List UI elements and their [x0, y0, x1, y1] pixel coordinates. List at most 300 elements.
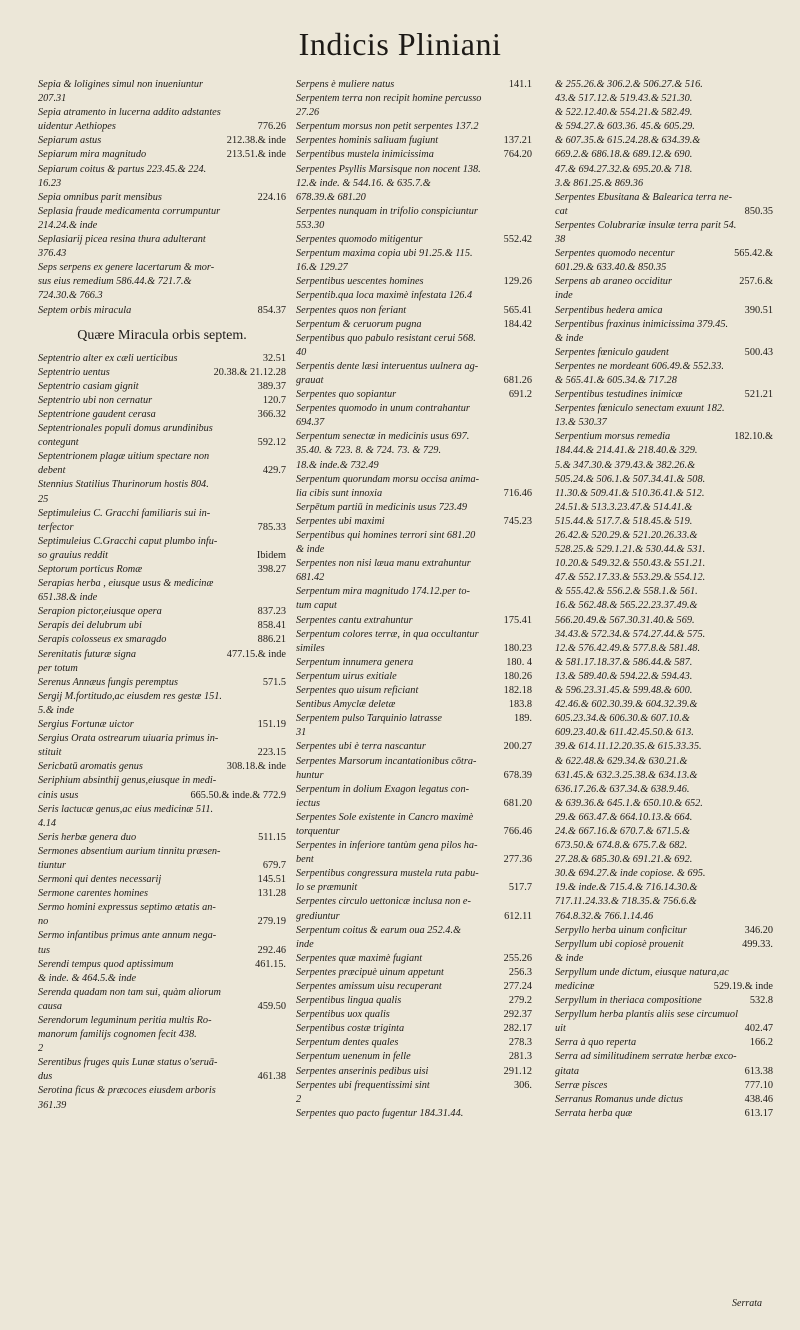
index-entry	[38, 219, 286, 233]
entry-reference: 477.15.& inde	[226, 648, 286, 660]
entry-text: 673.50.& 674.8.& 675.7.& 682.	[555, 840, 688, 852]
section-heading: Quære Miracula orbis septem.	[77, 327, 247, 343]
entry-text: Septentrio casiam gignit	[38, 380, 139, 392]
entry-text: 214.24.& inde	[38, 219, 98, 231]
entry-text: Sepiarum coitus & partus 223.45.& 224.	[38, 163, 207, 175]
entry-text: Serpentes quo pacto fugentur 184.31.44.	[296, 1107, 464, 1119]
entry-reference: 182.10.&	[734, 431, 773, 443]
entry-text: 38	[555, 234, 566, 246]
entry-text: tiuntur	[38, 859, 67, 871]
entry-text: Serentibus fruges quis Lunæ status o'seruā-	[38, 1057, 218, 1069]
entry-text: Serpentum dentes quales	[296, 1037, 399, 1049]
entry-text: sus eius remedium 586.44.& 721.7.&	[38, 276, 192, 288]
entry-text: torquentur	[296, 825, 340, 837]
index-entry	[38, 817, 286, 831]
index-entry	[38, 352, 286, 366]
entry-text: Serpentes Marsorum incantationibus cōtra-	[296, 755, 477, 767]
entry-text: 764.8.32.& 766.1.14.46	[555, 910, 654, 922]
index-entry	[296, 444, 532, 458]
index-entry	[296, 473, 532, 487]
index-entry	[296, 698, 532, 712]
entry-reference: 777.10	[744, 1079, 773, 1091]
index-entry	[38, 845, 286, 859]
entry-text: Sermo infantibus primus ante annum nega-	[38, 930, 217, 942]
entry-text: 30.& 694.27.& inde copiose. & 695.	[555, 868, 706, 880]
index-entry	[296, 938, 532, 952]
entry-reference: 120.7	[262, 394, 286, 406]
entry-reference: 308.18.& inde	[226, 761, 286, 773]
entry-text: Serpentib.qua loca maximè infestata 126.4	[296, 290, 473, 302]
entry-reference: 306.	[513, 1079, 532, 1091]
entry-reference: 766.46	[503, 825, 532, 837]
index-entry	[296, 1107, 532, 1121]
entry-text: Septentrio ubi non cernatur	[38, 394, 153, 406]
entry-text: Serra ad similitudinem serratæ herbæ exco-	[555, 1051, 737, 1063]
index-entry	[296, 430, 532, 444]
entry-reference: 438.46	[744, 1093, 773, 1105]
entry-text: Serpentes anserinis pedibus uisi	[296, 1065, 429, 1077]
entry-reference: 716.46	[503, 487, 532, 499]
index-entry	[38, 205, 286, 219]
index-entry	[38, 450, 286, 464]
entry-text: gitata	[555, 1065, 580, 1077]
entry-text: 16.& 129.27	[296, 262, 348, 274]
index-entry	[555, 459, 773, 473]
index-entry	[38, 436, 286, 450]
index-entry	[555, 811, 773, 825]
entry-text: Serpentibus testudines inimicæ	[555, 389, 683, 401]
index-entry	[38, 120, 286, 134]
entry-reference: 277.24	[503, 981, 532, 992]
entry-reference: 180. 4	[506, 656, 532, 668]
index-entry	[296, 247, 532, 261]
entry-text: 553.30	[296, 219, 325, 231]
entry-text: Septorum porticus Romæ	[38, 564, 143, 575]
entry-text: 47.& 694.27.32.& 695.20.& 718.	[555, 163, 693, 175]
index-entry	[555, 402, 773, 416]
index-entry	[38, 958, 286, 972]
entry-text: 601.29.& 633.40.& 850.35	[555, 262, 667, 274]
index-entry	[296, 92, 532, 106]
index-entry	[296, 670, 532, 684]
entry-reference: 256.3	[508, 966, 532, 978]
index-entry	[38, 380, 286, 394]
entry-text: manorum familijs cognomen fecit 438.	[38, 1029, 197, 1041]
index-entry	[555, 233, 773, 247]
index-entry	[296, 416, 532, 430]
entry-text: Serpentes hominis saliuam fugiunt	[296, 135, 439, 147]
entry-text: Serpens è muliere natus	[296, 79, 395, 90]
index-entry	[555, 924, 773, 938]
entry-text: Serpentibus hedera amica	[555, 304, 663, 316]
entry-reference: 565.41	[503, 304, 532, 316]
entry-reference: 398.27	[257, 564, 286, 575]
index-entry	[38, 633, 286, 647]
entry-reference: 200.27	[503, 741, 532, 753]
index-entry	[555, 275, 773, 289]
index-entry	[296, 614, 532, 628]
entry-text: Sergius Fortunæ uictor	[38, 719, 134, 731]
entry-reference: 292.37	[503, 1009, 532, 1021]
index-entry	[296, 1050, 532, 1064]
entry-reference: 691.2	[508, 389, 532, 401]
entry-text: Serpentibus uescentes homines	[296, 276, 424, 288]
entry-reference: 213.51.& inde	[226, 149, 286, 161]
entry-text: Serpentum & ceruorum pugna	[296, 318, 422, 330]
index-entry	[38, 366, 286, 380]
entry-text: Serpentum in dolium Exagon legatus con-	[296, 783, 470, 795]
entry-reference: 32.51	[262, 352, 286, 364]
index-entry	[555, 698, 773, 712]
entry-text: 24.& 667.16.& 670.7.& 671.5.&	[555, 825, 691, 837]
index-entry	[555, 966, 773, 980]
entry-reference: 180.26	[503, 670, 532, 682]
entry-reference: 499.33.	[742, 938, 773, 950]
index-entry	[296, 557, 532, 571]
index-entry	[555, 444, 773, 458]
entry-reference: 854.37	[257, 304, 286, 316]
index-entry	[555, 1093, 773, 1107]
index-entry	[38, 1070, 286, 1084]
index-entry	[296, 515, 532, 529]
entry-reference: 461.15.	[255, 958, 286, 970]
entry-text: Seplasia fraude medicamenta corrumpuntur	[38, 205, 221, 217]
index-entry	[38, 577, 286, 591]
entry-text: 24.51.& 513.3.23.47.& 514.41.&	[555, 501, 693, 513]
entry-text: tum caput	[296, 600, 337, 612]
index-entry	[296, 374, 532, 388]
entry-reference: 565.42.&	[734, 248, 773, 260]
entry-text: 2	[38, 1043, 44, 1055]
index-entry	[555, 487, 773, 501]
entry-text: Serpentibus fraxinus inimicissima 379.45.	[555, 318, 729, 330]
entry-reference: 850.35	[744, 205, 773, 217]
index-entry	[555, 726, 773, 740]
entry-text: 12.& inde. & 544.16. & 635.7.&	[296, 177, 431, 189]
entry-text: Serpentem terra non recipit homine percusso	[296, 93, 482, 105]
index-entry	[555, 191, 773, 205]
index-entry	[555, 304, 773, 318]
entry-text: & 622.48.& 629.34.& 630.21.&	[555, 755, 688, 767]
entry-text: Serpentum maxima copia ubi 91.25.& 115.	[296, 248, 473, 260]
entry-text: & 565.41.& 605.34.& 717.28	[555, 374, 677, 386]
entry-reference: 390.51	[744, 304, 773, 316]
index-entry	[296, 289, 532, 303]
entry-reference: 223.15	[257, 747, 286, 759]
entry-reference: 681.20	[503, 797, 532, 809]
index-column-3	[555, 78, 773, 1121]
entry-text: 678.39.& 681.20	[296, 191, 366, 203]
entry-reference: 292.46	[257, 944, 286, 956]
entry-text: Serendi tempus quod aptissimum	[38, 958, 174, 970]
entry-text: terfector	[38, 521, 74, 533]
index-entry	[38, 831, 286, 845]
entry-text: 42.46.& 602.30.39.& 604.32.39.&	[555, 699, 698, 711]
entry-text: Serpentes quomodo necentur	[555, 248, 675, 260]
index-entry	[555, 163, 773, 177]
index-entry	[38, 563, 286, 577]
index-entry	[296, 599, 532, 613]
index-entry	[38, 887, 286, 901]
entry-text: & 607.35.& 615.24.28.& 634.39.&	[555, 135, 701, 147]
entry-text: Serpentes fœniculo senectam exuunt 182.	[555, 403, 725, 415]
entry-text: cat	[555, 205, 568, 217]
index-entry	[296, 853, 532, 867]
index-entry	[296, 177, 532, 191]
page-title: Indicis Pliniani	[298, 26, 502, 62]
entry-text: Serranus Romanus unde dictus	[555, 1093, 683, 1105]
entry-text: Septentrio uentus	[38, 366, 110, 378]
index-entry	[555, 585, 773, 599]
index-entry	[38, 718, 286, 732]
entry-text: medicinæ	[555, 981, 595, 992]
index-entry	[38, 591, 286, 605]
index-entry	[555, 853, 773, 867]
entry-text: iectus	[296, 797, 321, 809]
entry-text: Sermo homini expressus septimo ætatis an-	[38, 902, 216, 914]
entry-text: 717.11.24.33.& 718.35.& 756.6.&	[555, 896, 697, 908]
entry-text: Serapias herba , eiusque usus & medicinæ	[38, 578, 214, 590]
index-column-1	[38, 78, 286, 1113]
entry-text: Sergij M.fortitudo,ac eiusdem res gestæ 151.	[38, 690, 222, 702]
entry-text: Serpentes quo sopiantur	[296, 389, 397, 401]
entry-text: Sermoni qui dentes necessarij	[38, 874, 162, 886]
index-entry	[296, 994, 532, 1008]
index-entry	[296, 1093, 532, 1107]
entry-text: & inde	[296, 544, 325, 556]
index-entry	[38, 78, 286, 92]
entry-text: 26.42.& 520.29.& 521.20.26.33.&	[555, 530, 698, 541]
entry-text: Serendorum leguminum peritia multis Ro-	[38, 1015, 212, 1026]
entry-text: debent	[38, 465, 66, 477]
index-entry	[555, 261, 773, 275]
entry-reference: 277.36	[503, 854, 532, 866]
index-entry	[555, 895, 773, 909]
entry-text: 609.23.40.& 611.42.45.50.& 613.	[555, 727, 694, 739]
entry-text: Septentrione gaudent cerasa	[38, 408, 156, 420]
index-entry	[555, 543, 773, 557]
index-column-2	[296, 78, 532, 1121]
entry-text: 39.& 614.11.12.20.35.& 615.33.35.	[555, 741, 702, 753]
entry-reference: 552.42	[503, 234, 532, 246]
entry-reference: 366.32	[257, 408, 286, 420]
entry-text: 27.28.& 685.30.& 691.21.& 692.	[555, 854, 693, 866]
index-entry	[38, 774, 286, 788]
entry-reference: 613.17	[744, 1107, 773, 1119]
index-entry	[555, 910, 773, 924]
index-entry	[296, 543, 532, 557]
entry-text: Sepiarum mira magnitudo	[38, 149, 147, 161]
entry-text: Septimuleius C. Gracchi familiaris sui in-	[38, 507, 211, 519]
index-entry	[555, 92, 773, 106]
entry-text: Sermones absentium aurium tinnitu præsen-	[38, 845, 221, 857]
entry-text: Sentibus Amyclæ deletæ	[296, 699, 396, 711]
index-entry	[555, 628, 773, 642]
entry-text: grauat	[296, 374, 324, 386]
entry-reference: 189.	[513, 713, 532, 725]
index-entry	[555, 614, 773, 628]
index-entry	[555, 881, 773, 895]
index-entry	[38, 507, 286, 521]
index-entry	[555, 177, 773, 191]
index-entry	[296, 134, 532, 148]
entry-text: Serpyllum in theriaca compositione	[555, 995, 702, 1007]
index-entry	[38, 1042, 286, 1056]
entry-text: 651.38.& inde	[38, 592, 98, 604]
index-entry	[555, 473, 773, 487]
entry-text: & 639.36.& 645.1.& 650.10.& 652.	[555, 797, 703, 809]
entry-text: similes	[296, 642, 325, 654]
index-entry	[296, 966, 532, 980]
index-entry	[296, 388, 532, 402]
index-entry	[38, 901, 286, 915]
entry-text: 35.40. & 723. 8. & 724. 73. & 729.	[296, 445, 442, 457]
entry-text: so grauius reddit	[38, 549, 108, 561]
entry-reference: 517.7	[508, 882, 532, 894]
entry-text: Septimuleius C.Gracchi caput plumbo infu-	[38, 535, 218, 547]
index-entry	[38, 92, 286, 106]
entry-text: Serpentes Colubrariæ insulæ terra parit 54.	[555, 219, 737, 231]
index-entry	[38, 304, 286, 318]
index-entry	[38, 394, 286, 408]
entry-reference: 278.3	[508, 1037, 532, 1049]
entry-reference: 571.5	[262, 676, 286, 688]
entry-text: Serpentes Psyllis Marsisque non nocent 138.	[296, 163, 481, 175]
entry-text: 29.& 663.47.& 664.10.13.& 664.	[555, 811, 693, 823]
entry-reference: 592.12	[257, 437, 286, 449]
index-entry	[296, 106, 532, 120]
entry-text: & inde	[555, 332, 584, 344]
index-entry	[555, 599, 773, 613]
index-entry	[555, 1079, 773, 1093]
entry-reference: 837.23	[257, 606, 286, 618]
index-entry	[555, 205, 773, 219]
index-entry	[296, 656, 532, 670]
entry-reference: 257.6.&	[739, 276, 773, 288]
index-entry	[296, 1022, 532, 1036]
entry-text: 505.24.& 506.1.& 507.34.41.& 508.	[555, 473, 706, 485]
entry-text: Serpentis dente læsi interuentus uulnera ag-	[296, 360, 479, 372]
entry-text: Serpyllum unde dictum, eiusque natura,ac	[555, 966, 729, 978]
entry-text: Serpentem pulso Tarquinio latrasse	[296, 713, 442, 725]
entry-text: inde	[296, 938, 314, 950]
index-entry	[38, 803, 286, 817]
index-entry	[296, 980, 532, 994]
entry-text: Serenitatis futuræ signa	[38, 648, 137, 660]
index-entry	[296, 529, 532, 543]
index-entry	[555, 219, 773, 233]
entry-text: Serpentum uirus exitiale	[296, 670, 397, 682]
entry-reference: 281.3	[508, 1051, 532, 1063]
entry-reference: 681.26	[503, 374, 532, 386]
index-entry	[38, 760, 286, 774]
entry-text: lo se præmunit	[296, 882, 358, 894]
entry-text: & inde	[555, 952, 584, 964]
entry-text: Serpentes circulo uettonicæ inclusa non e-	[296, 896, 471, 908]
index-entry	[296, 205, 532, 219]
index-entry	[296, 346, 532, 360]
entry-text: & 581.17.18.37.& 586.44.& 587.	[555, 656, 693, 668]
entry-text: Serpentibus costæ triginta	[296, 1023, 405, 1035]
entry-text: no	[38, 916, 49, 928]
index-entry	[38, 408, 286, 422]
entry-reference: 612.11	[504, 910, 532, 922]
index-entry	[555, 783, 773, 797]
index-entry	[555, 712, 773, 726]
index-entry	[296, 1065, 532, 1079]
entry-text: Serpyllum herba plantis aliis sese circumuol	[555, 1009, 738, 1021]
index-entry	[555, 1107, 773, 1121]
index-entry	[38, 422, 286, 436]
entry-text: Serpentes quo uisum reficiant	[296, 685, 419, 697]
entry-reference: 389.37	[257, 380, 286, 392]
entry-text: Serotina ficus & præcoces eiusdem arboris	[38, 1085, 216, 1097]
index-entry	[38, 972, 286, 986]
index-entry	[555, 346, 773, 360]
index-entry	[38, 233, 286, 247]
entry-text: & 522.12.40.& 554.21.& 582.49.	[555, 107, 693, 119]
entry-text: dus	[38, 1071, 53, 1083]
index-entry	[555, 797, 773, 811]
index-entry	[296, 78, 532, 92]
index-entry	[555, 515, 773, 529]
index-entry	[38, 915, 286, 929]
entry-text: causa	[38, 1000, 63, 1012]
entry-text: 18.& inde.& 732.49	[296, 459, 379, 471]
index-entry	[296, 332, 532, 346]
index-entry	[38, 732, 286, 746]
entry-reference: 137.21	[503, 135, 532, 147]
entry-text: 11.30.& 509.41.& 510.36.41.& 512.	[555, 487, 705, 499]
index-entry	[38, 789, 286, 803]
index-entry	[38, 873, 286, 887]
entry-text: Serpentes fœniculo gaudent	[555, 346, 669, 358]
entry-text: Sepia omnibus parit mensibus	[38, 191, 162, 203]
index-entry	[555, 148, 773, 162]
index-entry	[38, 690, 286, 704]
entry-text: Serenda quadam non tam sui, quàm aliorum	[38, 986, 221, 998]
entry-reference: 461.38	[257, 1071, 286, 1083]
entry-text: & 596.23.31.45.& 599.48.& 600.	[555, 685, 693, 697]
entry-reference: 529.19.& inde	[713, 981, 773, 992]
entry-reference: 183.8	[508, 699, 532, 711]
index-entry	[296, 628, 532, 642]
entry-reference: 166.2	[749, 1037, 773, 1049]
entry-text: Seps serpens ex genere lacertarum & mor-	[38, 262, 215, 274]
index-entry	[38, 275, 286, 289]
entry-reference: 785.33	[257, 521, 286, 533]
index-entry	[38, 986, 286, 1000]
index-entry	[555, 374, 773, 388]
index-entry	[555, 557, 773, 571]
entry-text: Serapis dei delubrum ubi	[38, 620, 142, 632]
entry-text: 724.30.& 766.3	[38, 290, 103, 302]
entry-text: 184.44.& 214.41.& 218.40.& 329.	[555, 445, 698, 457]
entry-text: & 594.27.& 603.36. 45.& 605.29.	[555, 121, 695, 133]
entry-text: Septentrionales populi domus arundinibus	[38, 423, 213, 435]
entry-text: 27.26	[296, 107, 320, 119]
entry-text: 25	[38, 493, 49, 505]
entry-reference: 224.16	[257, 191, 286, 203]
index-entry	[38, 478, 286, 492]
index-entry	[555, 1065, 773, 1079]
index-entry	[555, 1036, 773, 1050]
entry-reference: 279.2	[508, 995, 532, 1007]
entry-reference: 776.26	[257, 121, 286, 133]
index-entry	[38, 261, 286, 275]
index-entry	[296, 825, 532, 839]
entry-text: Serpentes amissum uisu recuperant	[296, 981, 442, 992]
